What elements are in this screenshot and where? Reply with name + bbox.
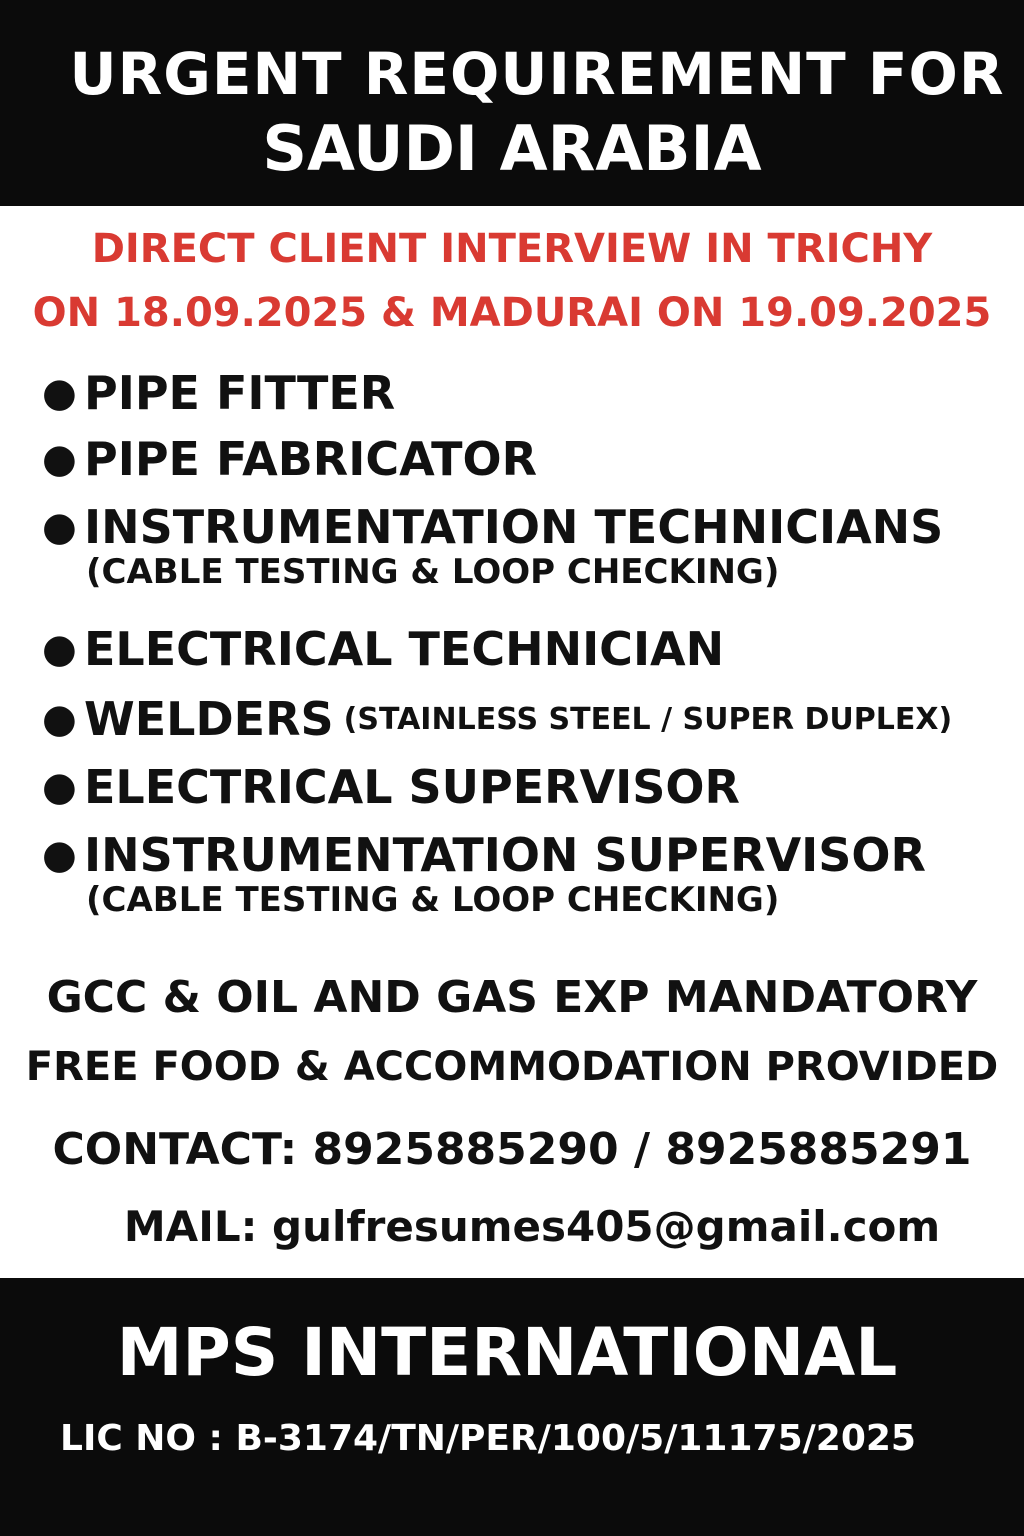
bullet-icon: ● xyxy=(42,370,77,416)
contact-numbers: CONTACT: 8925885290 / 8925885291 xyxy=(52,1124,972,1175)
job-item xyxy=(42,760,1012,828)
header-banner xyxy=(0,0,1024,206)
job-list xyxy=(42,366,1012,950)
header-title-line1: URGENT REQUIREMENT FOR xyxy=(69,40,1005,108)
interview-line2: ON 18.09.2025 & MADURAI ON 19.09.2025 xyxy=(32,290,992,336)
bullet-icon: ● xyxy=(42,436,77,482)
job-title: INSTRUMENTATION SUPERVISOR xyxy=(84,828,926,882)
perks-text: FREE FOOD & ACCOMMODATION PROVIDED xyxy=(25,1044,999,1090)
interview-line1: DIRECT CLIENT INTERVIEW IN TRICHY xyxy=(91,226,933,272)
job-title: ELECTRICAL SUPERVISOR xyxy=(84,760,740,814)
bullet-icon: ● xyxy=(42,832,77,878)
footer-banner xyxy=(0,1278,1024,1536)
job-item xyxy=(42,622,1012,692)
job-item xyxy=(42,366,1012,432)
job-item xyxy=(42,500,1012,622)
job-title: PIPE FITTER xyxy=(84,366,396,420)
bullet-icon: ● xyxy=(42,696,77,742)
license-number: LIC NO : B-3174/TN/PER/100/5/11175/2025 xyxy=(60,1418,916,1459)
job-note: (STAINLESS STEEL / SUPER DUPLEX) xyxy=(343,701,953,737)
job-title: ELECTRICAL TECHNICIAN xyxy=(84,622,725,676)
company-name: MPS INTERNATIONAL xyxy=(116,1314,898,1391)
experience-requirement: GCC & OIL AND GAS EXP MANDATORY xyxy=(46,972,978,1023)
contact-email: MAIL: gulfresumes405@gmail.com xyxy=(123,1202,941,1251)
job-title: PIPE FABRICATOR xyxy=(84,432,538,486)
job-subtitle: (CABLE TESTING & LOOP CHECKING) xyxy=(86,552,780,592)
job-title: INSTRUMENTATION TECHNICIANS xyxy=(84,500,944,554)
job-item xyxy=(42,432,1012,500)
bullet-icon: ● xyxy=(42,764,77,810)
job-item xyxy=(42,828,1012,950)
job-item xyxy=(42,692,1012,760)
header-title-line2: SAUDI ARABIA xyxy=(262,112,762,185)
bullet-icon: ● xyxy=(42,626,77,672)
job-title: WELDERS xyxy=(84,692,334,746)
bullet-icon: ● xyxy=(42,504,77,550)
job-subtitle: (CABLE TESTING & LOOP CHECKING) xyxy=(86,880,780,920)
